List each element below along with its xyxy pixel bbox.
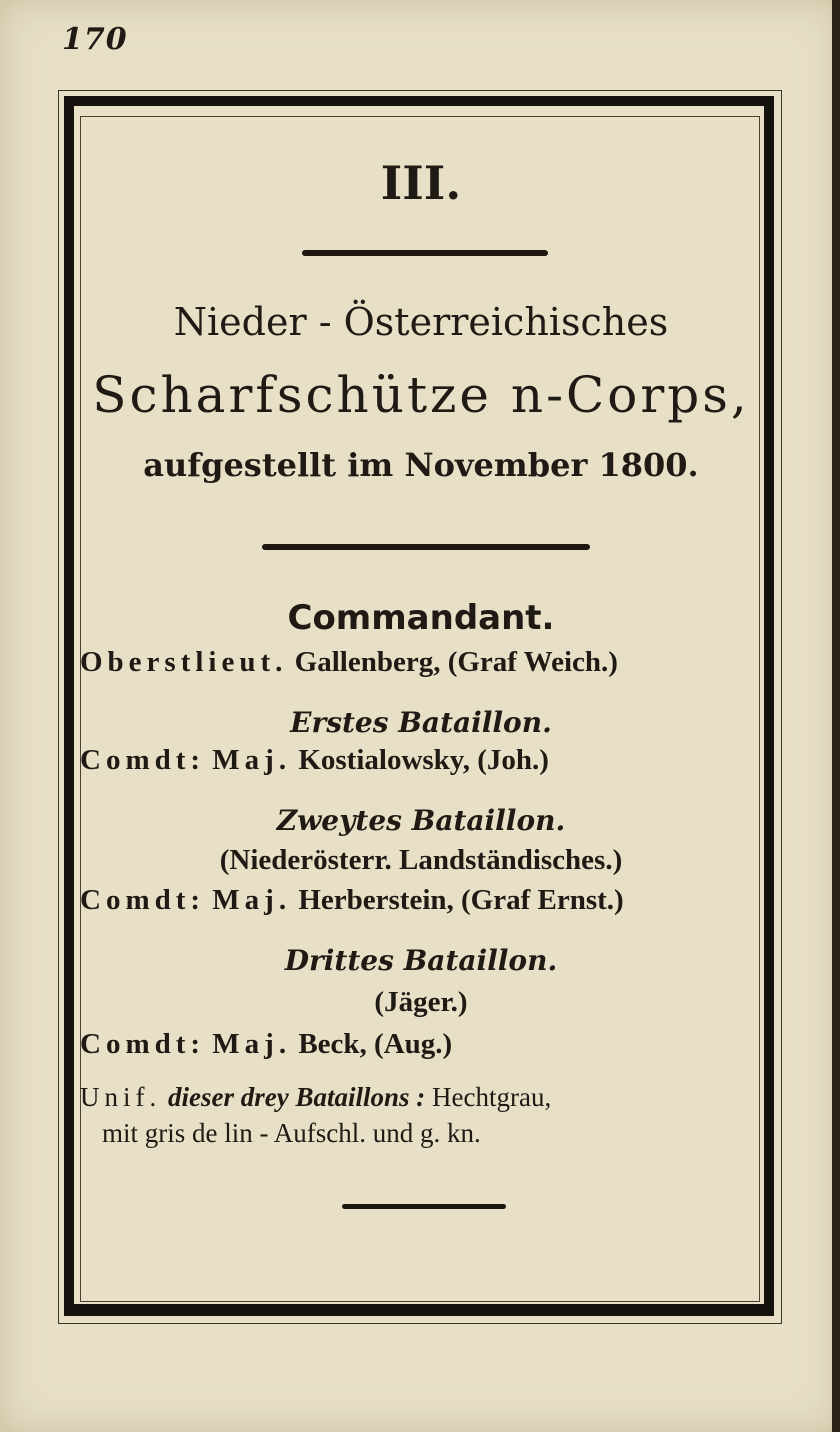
uniform-label: Unif. xyxy=(80,1082,162,1112)
comdt-label: Comdt: xyxy=(80,884,206,916)
comdt-label: Comdt: xyxy=(80,744,206,776)
battalion-3-rank: Maj. xyxy=(212,1028,292,1060)
battalion-3-person: Beck, (Aug.) xyxy=(298,1028,453,1060)
battalion-3-commander xyxy=(80,1028,452,1061)
battalion-3-note: (Jäger.) xyxy=(374,986,468,1018)
battalion-1-commander xyxy=(80,744,549,777)
commandant-person: Gallenberg, (Graf Weich.) xyxy=(294,646,618,678)
battalion-2-commander xyxy=(80,884,624,917)
uniform-italic: dieser drey Bataillons : xyxy=(168,1082,426,1112)
battalion-2-person: Herberstein, (Graf Ernst.) xyxy=(298,884,624,916)
rule-middle xyxy=(262,544,590,550)
battalion-1-rank: Maj. xyxy=(212,744,292,776)
section-number: III. xyxy=(380,156,462,210)
uniform-line-1 xyxy=(80,1082,551,1113)
title-line-2: Scharfschütze n-Corps, xyxy=(92,366,750,424)
battalion-1-person: Kostialowsky, (Joh.) xyxy=(298,744,549,776)
comdt-label: Comdt: xyxy=(80,1028,206,1060)
battalion-2-rank: Maj. xyxy=(212,884,292,916)
battalion-2-note: (Niederösterr. Landständisches.) xyxy=(219,844,623,876)
rule-bottom xyxy=(342,1204,506,1209)
battalion-3-name: Drittes Bataillon. xyxy=(284,944,558,977)
commandant-rank: Oberstlieut. xyxy=(80,646,288,678)
commandant-heading: Commandant. xyxy=(287,598,555,638)
page-edge-shadow xyxy=(832,0,840,1432)
framed-content xyxy=(76,116,766,1296)
uniform-rest: Hechtgrau, xyxy=(432,1082,552,1112)
rule-top xyxy=(302,250,548,256)
battalion-1-name: Erstes Bataillon. xyxy=(290,706,552,739)
title-line-3: aufgestellt im November 1800. xyxy=(143,446,699,484)
commandant-line xyxy=(80,646,618,679)
page-number: 170 xyxy=(62,22,128,57)
uniform-line-2: mit gris de lin - Aufschl. und g. kn. xyxy=(102,1118,481,1148)
battalion-2-name: Zweytes Bataillon. xyxy=(276,804,566,837)
title-line-1: Nieder - Österreichisches xyxy=(173,300,669,344)
